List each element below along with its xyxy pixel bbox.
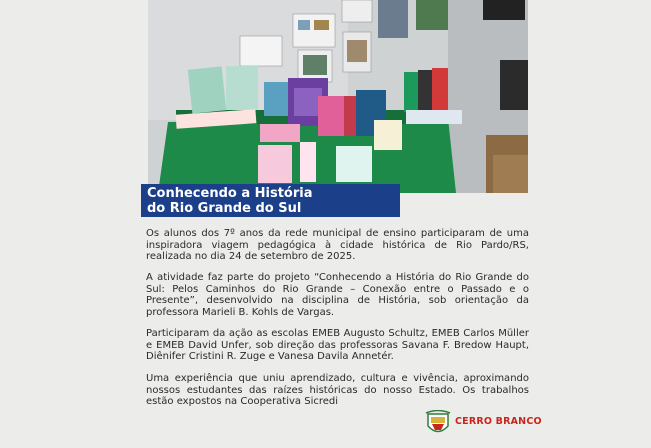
paragraph-2: A atividade faz parte do projeto “Conhecendo a História do Rio Grande do Sul: Pelos Caminhos do Rio Grande – Conexão entre o Passado e o Presente”, desenvolvido na disciplina de História, sob orientação da professora Marieli B. Kohls de Vargas. <box>146 272 529 319</box>
coat-of-arms-icon <box>424 410 452 438</box>
article-title <box>141 184 400 217</box>
title-line-1: Conhecendo a História <box>147 186 313 201</box>
paragraph-4: Uma experiência que uniu aprendizado, cultura e vivência, aproximando nossos estudantes das raízes históricas do nosso Estado. Os trabalhos estão expostos na Cooperativa Sicredi <box>146 373 529 408</box>
paragraph-1: Os alunos dos 7º anos da rede municipal de ensino participaram de uma inspiradora viagem pedagógica à cidade histórica de Rio Pardo/RS, realizada no dia 24 de setembro de 2025. <box>146 228 529 263</box>
logo-wordmark: CERRO BRANCO <box>455 416 542 427</box>
paragraph-3: Participaram da ação as escolas EMEB Augusto Schultz, EMEB Carlos Müller e EMEB David Unfer, sob direção das professoras Savana F. Bredow Haupt, Diênifer Cristini R. Zuge e Vanesa Davila Annetér. <box>146 328 529 363</box>
exhibit-photo <box>148 0 528 193</box>
title-line-2: do Rio Grande do Sul <box>147 201 302 216</box>
